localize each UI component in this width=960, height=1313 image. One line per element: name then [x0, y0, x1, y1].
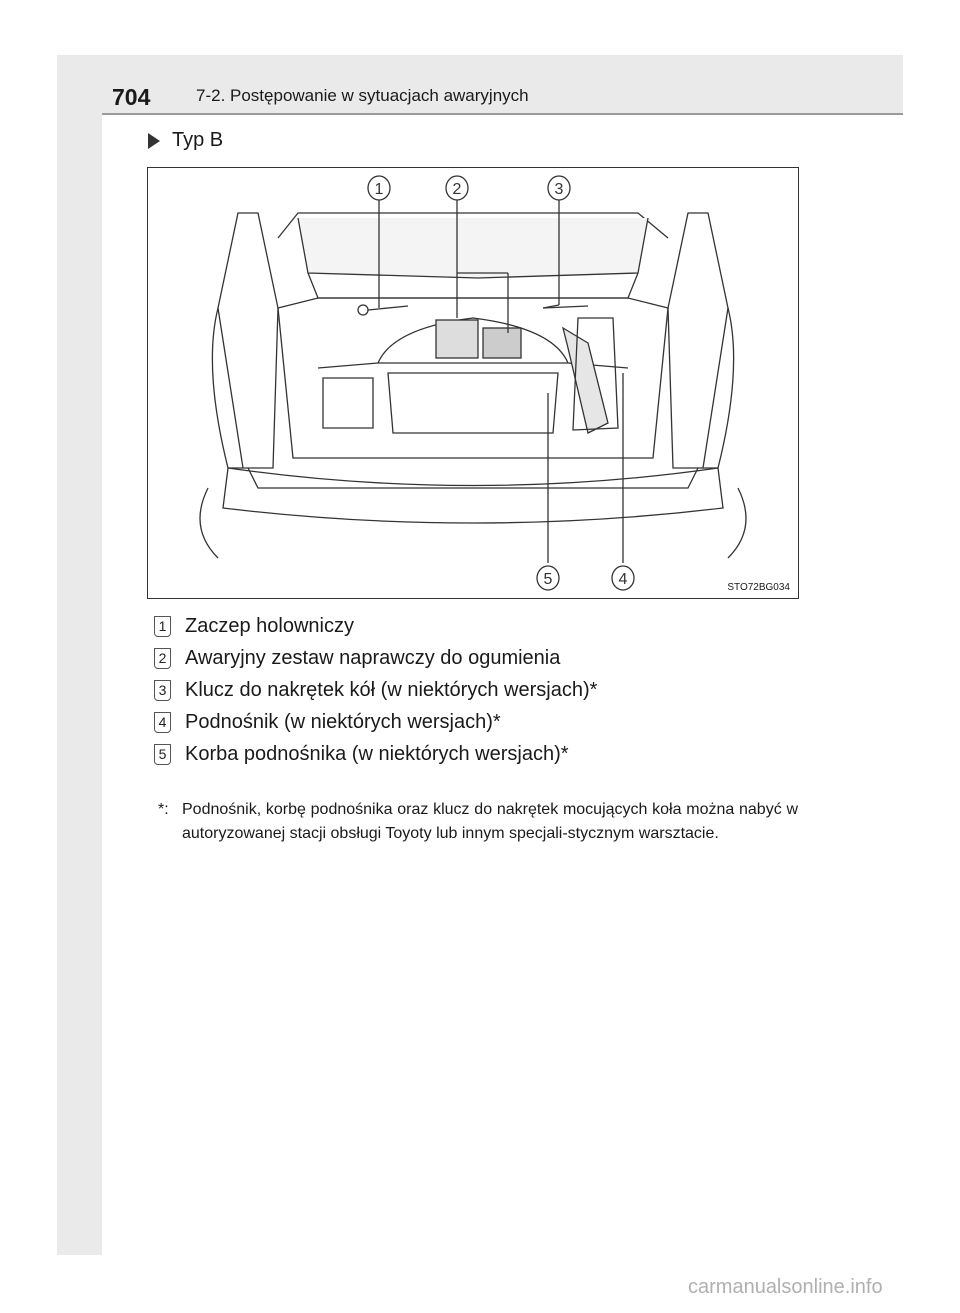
legend-item: [150, 706, 810, 738]
callout-1: [368, 176, 390, 200]
number-badge: 3: [154, 680, 171, 701]
callout-3: [548, 176, 570, 200]
legend-item: [150, 610, 810, 642]
svg-text:3: 3: [554, 181, 564, 198]
trunk-drawing: [148, 168, 798, 598]
footnote: [158, 798, 798, 846]
page-number: 704: [112, 84, 151, 110]
callout-4: [612, 566, 634, 590]
arrow-right-icon: [148, 133, 160, 149]
svg-text:2: 2: [452, 181, 462, 198]
footnote-text: Podnośnik, korbę podnośnika oraz klucz do nakrętek mocujących koła można nabyć w autoryzowanej stacji obsługi Toyoty lub innym specjali-stycznym warsztacie.: [182, 801, 798, 842]
legend-text: Awaryjny zestaw naprawczy do ogumienia: [185, 646, 561, 669]
subheading: [148, 129, 223, 152]
watermark: carmanualsonline.info: [688, 1276, 883, 1298]
legend-item: [150, 738, 810, 770]
legend-item: [150, 642, 810, 674]
subheading-text: Typ B: [172, 129, 224, 151]
callout-2: [446, 176, 468, 200]
svg-text:5: 5: [543, 571, 553, 588]
number-badge: 4: [154, 712, 171, 733]
side-band: [57, 55, 102, 1255]
legend-text: Klucz do nakrętek kół (w niektórych wersjach)*: [185, 678, 598, 701]
legend-item: [150, 674, 810, 706]
footnote-mark: *:: [158, 801, 169, 818]
figure-code: STO72BG034: [727, 582, 790, 593]
legend-text: Podnośnik (w niektórych wersjach)*: [185, 710, 501, 733]
legend: [150, 610, 810, 770]
header-rule: [102, 113, 903, 115]
section-title: 7-2. Postępowanie w sytuacjach awaryjnych: [196, 86, 529, 105]
trunk-illustration: [147, 167, 799, 599]
svg-text:4: 4: [618, 571, 628, 588]
number-badge: 2: [154, 648, 171, 669]
legend-text: Zaczep holowniczy: [185, 614, 354, 637]
number-badge: 1: [154, 616, 171, 637]
svg-text:1: 1: [374, 181, 384, 198]
number-badge: 5: [154, 744, 171, 765]
legend-text: Korba podnośnika (w niektórych wersjach)*: [185, 742, 569, 765]
callout-5: [537, 566, 559, 590]
